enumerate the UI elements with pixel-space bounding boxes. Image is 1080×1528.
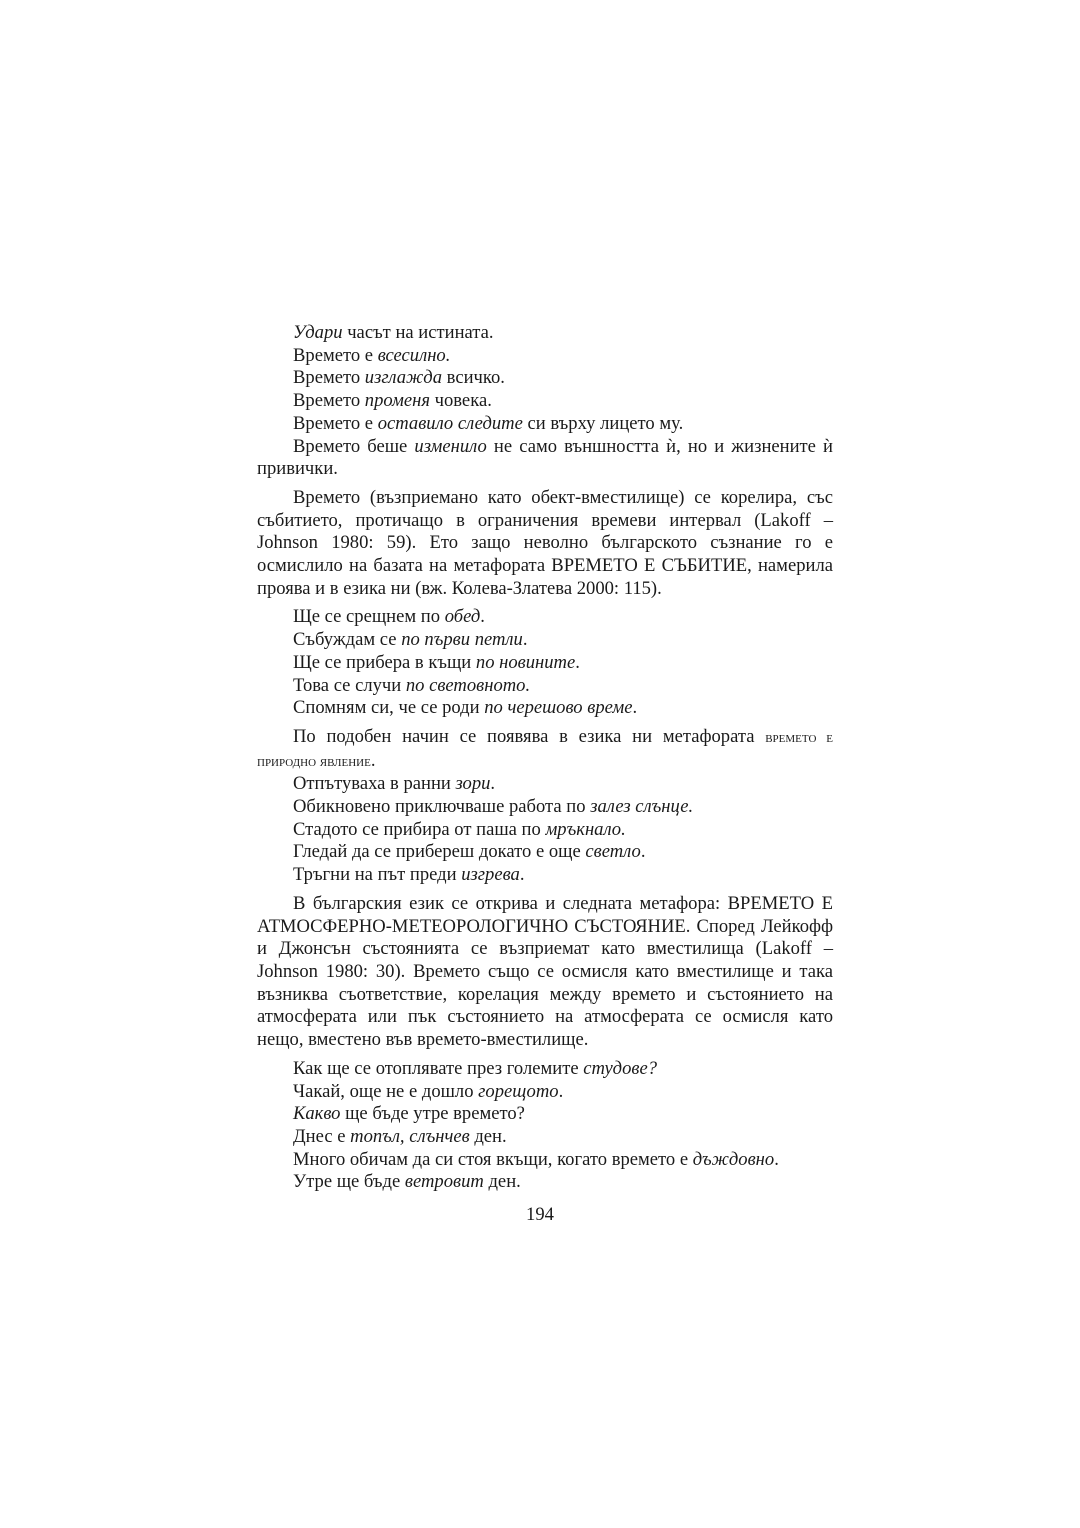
example-line: Времето беше изменило не само външността ѝ, но и жизнените ѝ привички. (257, 435, 833, 480)
example-line: Удари часът на истината. (293, 322, 494, 343)
examples-section-3 (257, 773, 833, 887)
example-line: Времето е оставило следите си върху лицето му. (293, 412, 684, 434)
example-line: Как ще се отоплявате през големите студове? (293, 1057, 657, 1079)
example-line: Много обичам да си стоя вкъщи, когато времето е дъждовно. (293, 1148, 779, 1170)
page-body (257, 322, 833, 1194)
examples-section-1 (257, 322, 833, 481)
example-line: Ще се срещнем по обед. (293, 606, 485, 628)
body-paragraph-1: Времето (възприемано като обект-вместилище) се корелира, със събитието, протичащо в ограничения времеви интервал (Lakoff – Johnson 1980: 59). Ето защо неволно българското съзнание го е осмислило на базата на метафората ВРЕМЕТО Е СЪБИТИЕ, намерила проява и в езика ни (вж. Колева-Златева 2000: 115). (257, 486, 833, 599)
examples-section-2 (257, 606, 833, 720)
example-line: Времето изглажда всичко. (293, 367, 505, 389)
examples-section-4 (257, 1058, 833, 1194)
example-line: Гледай да се прибереш докато е още светло. (293, 841, 646, 863)
example-line: Отпътуваха в ранни зори. (293, 773, 496, 795)
page-number: 194 (526, 1204, 554, 1225)
example-line: Стадото се прибира от паша по мръкнало. (293, 818, 626, 840)
example-line: Днес е топъл, слънчев ден. (293, 1125, 507, 1147)
body-paragraph-3: В българския език се открива и следната метафора: ВРЕМЕТО Е АТМОСФЕРНО-МЕТЕОРОЛОГИЧНО СЪСТОЯНИЕ. Според Лейкофф и Джонсън състоянията се възприемат като вместилища (Lakoff – Johnson 1980: 30). Времето също се осмисля като вместилище и така възниква съответствие, корелация между времето и състоянието на атмосферата или пък състоянието на атмосферата се осмисля като нещо, вместено във времето-вместилище. (257, 892, 833, 1051)
example-line: Обикновено приключваше работа по залез слънце. (293, 796, 694, 818)
example-line: Какво ще бъде утре времето? (293, 1103, 525, 1125)
body-paragraph-2: По подобен начин се появява в езика ни метафората времето е природно явление. (257, 725, 833, 771)
example-line: Чакай, още не е дошло горещото. (293, 1080, 564, 1102)
example-line: Събуждам се по първи петли. (293, 629, 528, 651)
example-line: Спомням си, че се роди по черешово време. (293, 697, 638, 719)
example-line: Утре ще бъде ветровит ден. (293, 1171, 521, 1193)
example-line: Тръгни на път преди изгрева. (293, 864, 525, 886)
example-line: Времето променя човека. (293, 390, 492, 412)
example-line: Времето е всесилно. (293, 344, 451, 366)
example-line: Това се случи по световното. (293, 674, 531, 696)
example-line: Ще се прибера в къщи по новините. (293, 651, 580, 673)
